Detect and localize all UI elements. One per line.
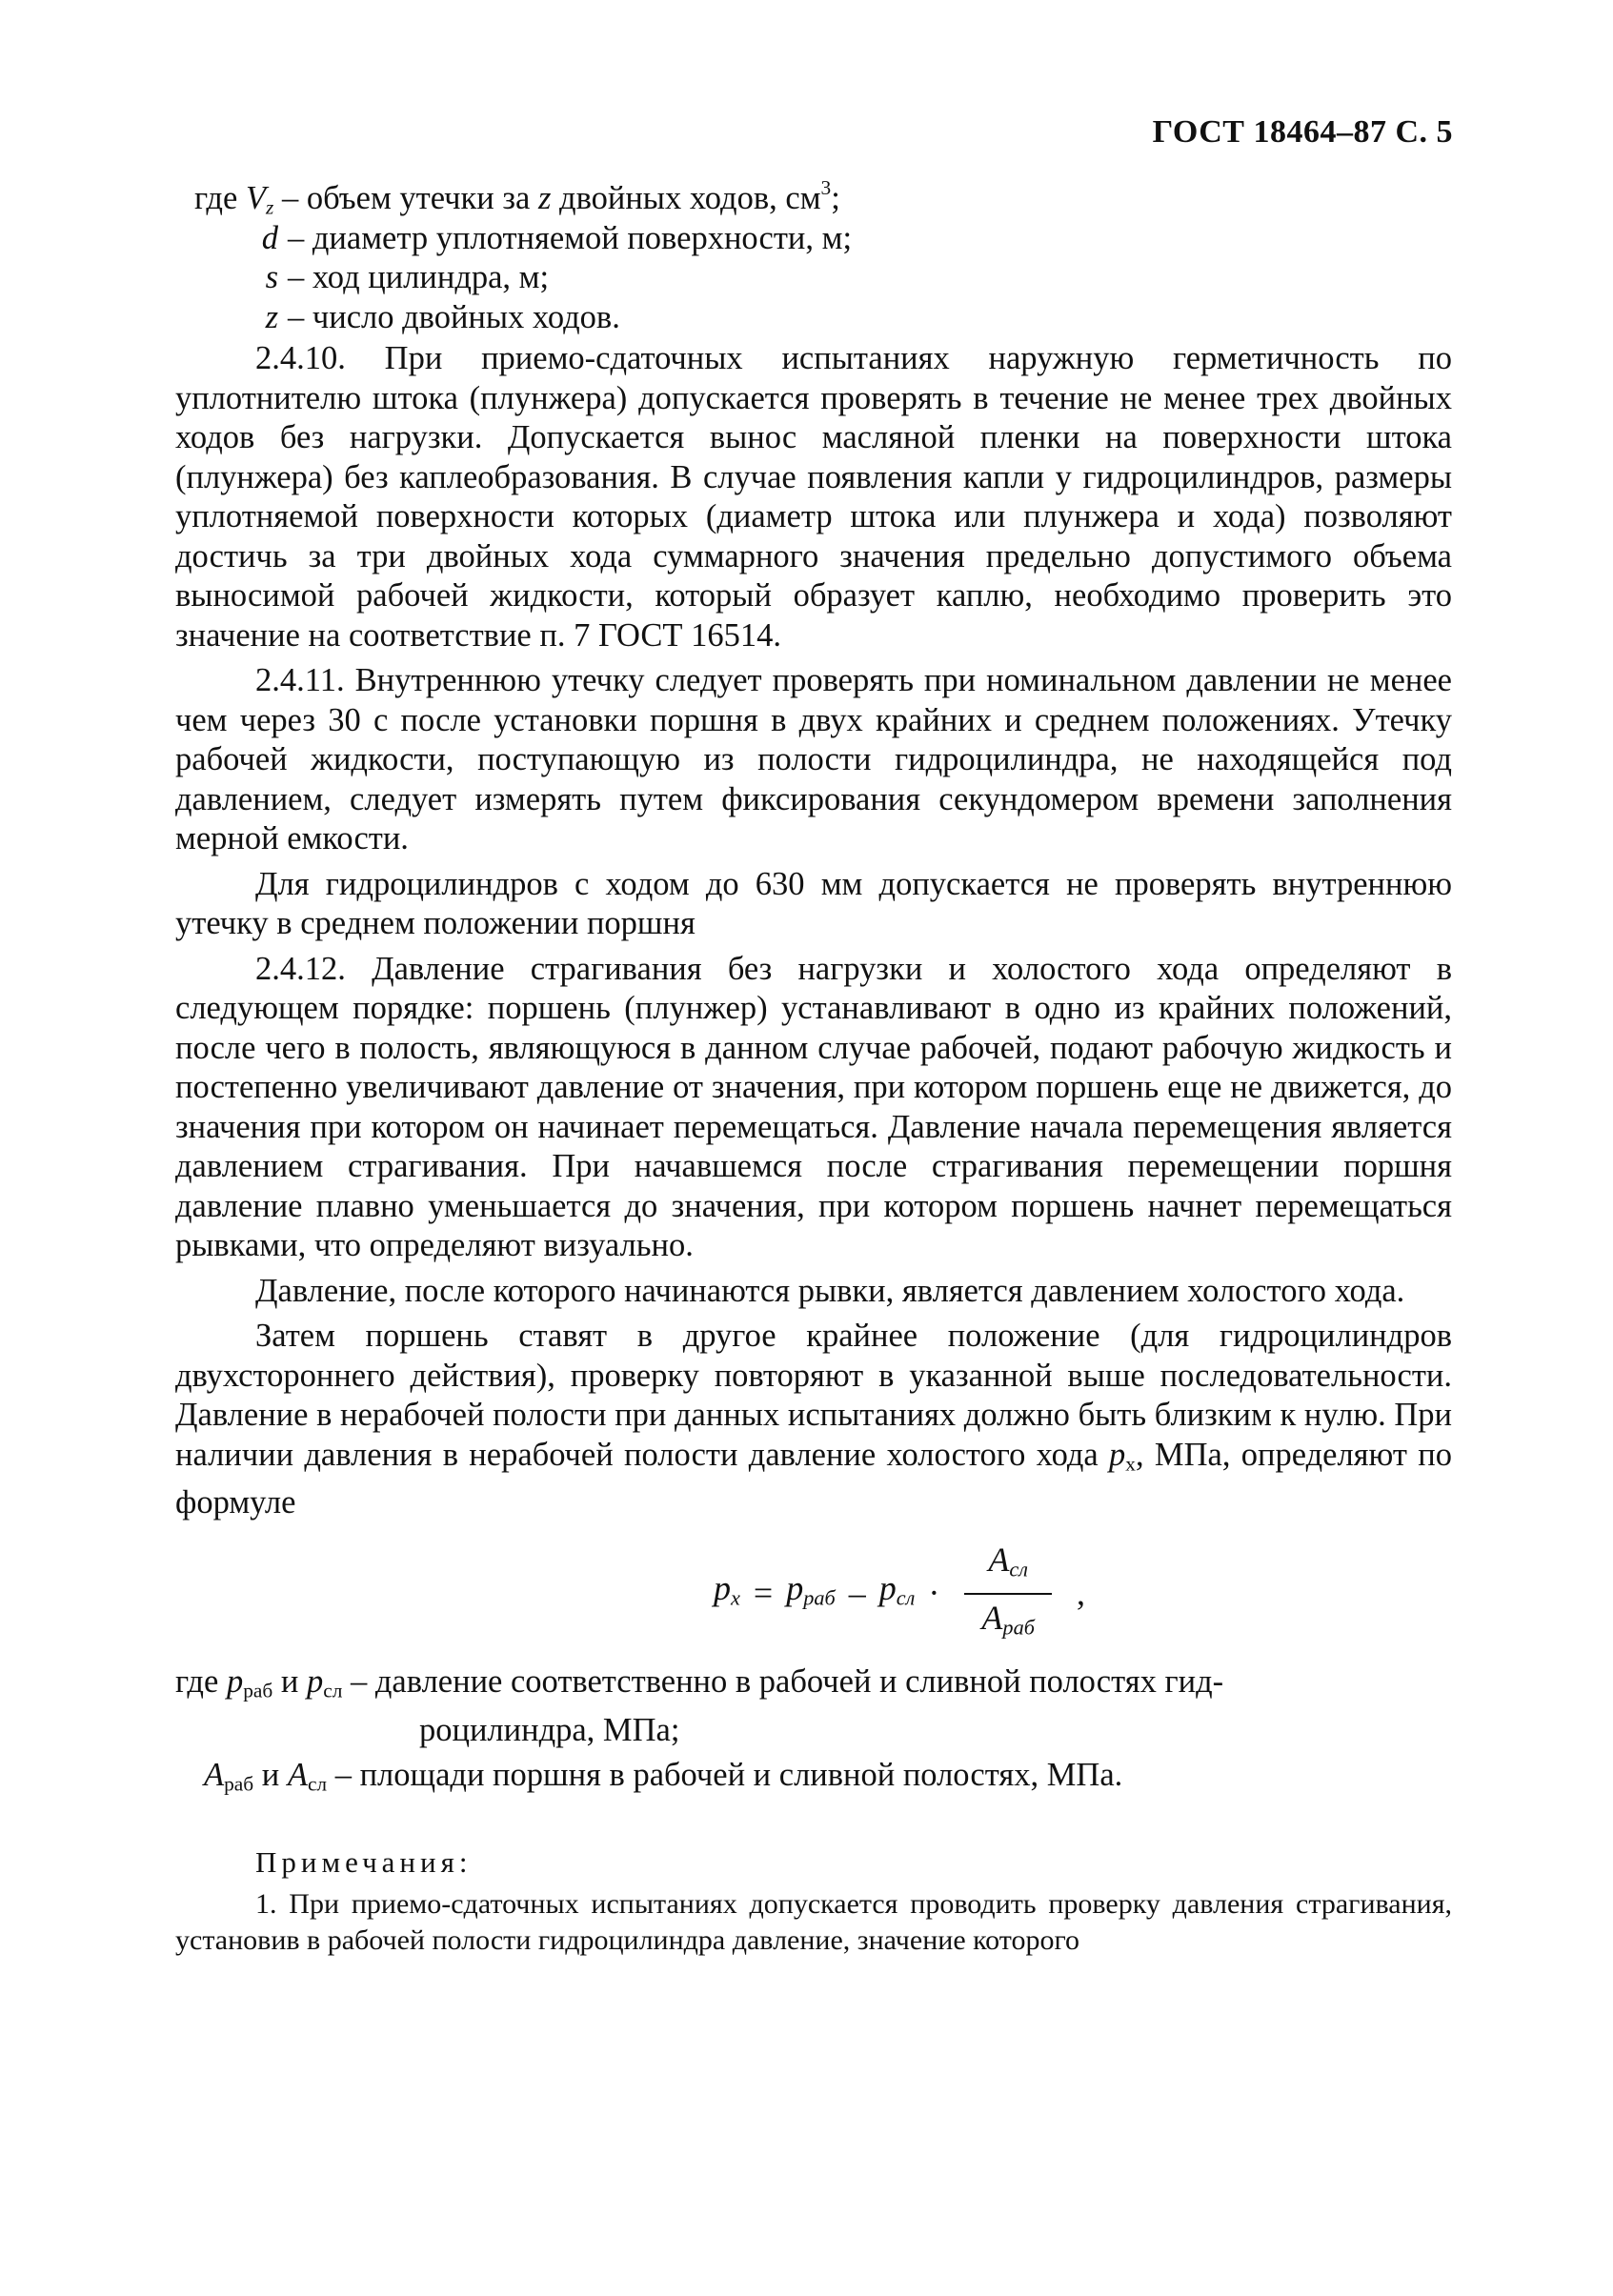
formula-term-work: $p_{раб}$ xyxy=(786,1569,836,1610)
formula-lhs: $p_х$ xyxy=(714,1569,740,1610)
formula-dot: · xyxy=(928,1574,940,1613)
page-header: ГОСТ 18464–87 С. 5 xyxy=(1152,114,1453,150)
formula-where-pressures: где $p_{раб}$ и $p_{сл}$ – давление соответственно в рабочей и сливной полостях гид- роцилиндра, МПа; xyxy=(175,1662,1224,1748)
def-vz-text: где $V_z$ – объем утечки за z двойных ходов, $см^3$; xyxy=(194,176,840,219)
formula-minus: – xyxy=(848,1574,866,1613)
def-vz xyxy=(194,176,1452,219)
paragraph-2-4-11-note: Для гидроцилиндров с ходом до 630 мм допускается не проверять внутреннюю утечку в среднем положении поршня xyxy=(175,865,1452,941)
note-1: 1. При приемо-сдаточных испытаниях допускается проводить проверку давления страгивания, установив в рабочей полости гидроцилиндра давление, значение которого xyxy=(175,1887,1452,1956)
notes-title: Примечания: xyxy=(255,1845,473,1880)
fraction-bar xyxy=(964,1593,1052,1595)
fraction-denominator: $A_{раб}$ xyxy=(981,1598,1035,1640)
idle-pressure-formula xyxy=(175,1540,1452,1643)
def-s: s – ход цилиндра, м; xyxy=(265,259,550,295)
formula-where-areas: $A_{раб}$ и $A_{сл}$ – площади поршня в рабочей и сливной полостях, МПа. xyxy=(204,1757,1123,1796)
formula-fraction xyxy=(964,1541,1052,1647)
paragraph-2-4-10: 2.4.10. При приемо-сдаточных испытаниях наружную герметичность по уплотнителю штока (плунжера) допускается проверять в течение не менее трех двойных ходов без нагрузки. Допускается вынос масляной пленки на поверхности штока (плунжера) без каплеобразования. В случае появления капли у гидроцилиндров, размеры уплотняемой поверхности которых (диаметр штока или плунжера и хода) позволяют достичь за три двойных хода суммарного значения предельно допустимого объема выносимой рабочей жидкости, который образует каплю, необходимо проверить это значение на соответствие п. 7 ГОСТ 16514. xyxy=(175,340,1452,654)
formula-comma: , xyxy=(1076,1574,1085,1613)
formula-equals: = xyxy=(753,1574,774,1613)
document-body xyxy=(175,176,1452,1959)
paragraph-2-4-12-repeat: Затем поршень ставят в другое крайнее положение (для гидроцилиндров двухстороннего действия), проверку повторяют в указанной выше последовательности. Давление в нерабочей полости при данных испытаниях должно быть близким к нулю. При наличии давления в нерабочей полости давление холостого хода $p_х$, МПа, определяют по формуле xyxy=(175,1318,1452,1521)
def-z: z – число двойных ходов. xyxy=(265,298,620,335)
variable-definitions xyxy=(194,176,1452,337)
paragraph-2-4-11: 2.4.11. Внутреннюю утечку следует проверять при номинальном давлении не менее чем через 30 с после установки поршня в двух крайних и среднем положениях. Утечку рабочей жидкости, поступающую из полости гидроцилиндра, не находящейся под давлением, следует измерять путем фиксирования секундомером времени заполнения мерной емкости. xyxy=(175,662,1452,856)
paragraph-2-4-12-idle: Давление, после которого начинаются рывки, является давлением холостого хода. xyxy=(255,1272,1405,1309)
def-d: d – диаметр уплотняемой поверхности, м; xyxy=(261,219,853,256)
fraction-numerator: $A_{сл}$ xyxy=(988,1540,1029,1581)
formula-term-drain: $p_{сл}$ xyxy=(878,1569,916,1610)
paragraph-2-4-12: 2.4.12. Давление страгивания без нагрузки и холостого хода определяют в следующем порядке: поршень (плунжер) устанавливают в одно из крайних положений, после чего в полость, являющуюся в данном случае рабочей, подают рабочую жидкость и постепенно увеличивают давление от значения, при котором поршень еще не движется, до значения при котором он начинает перемещаться. Давление начала перемещения является давлением страгивания. При начавшемся после страгивания перемещении поршня давление плавно уменьшается до значения, при котором поршень начнет перемещаться рывками, что определяют визуально. xyxy=(175,950,1452,1263)
